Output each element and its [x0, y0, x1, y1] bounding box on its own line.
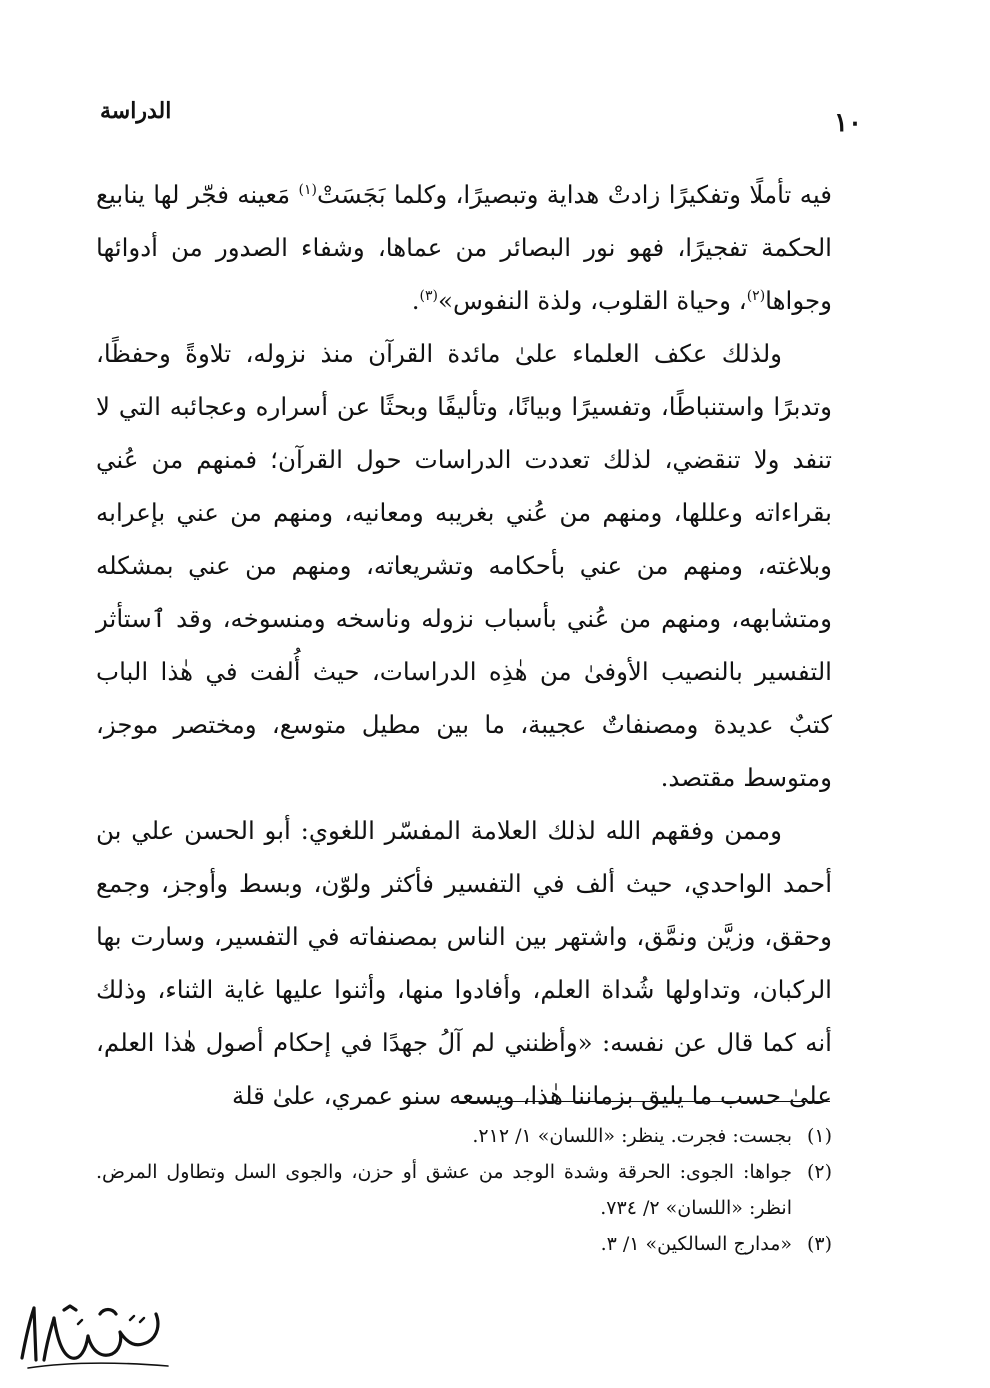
footnote-number: (٢) — [806, 1161, 832, 1183]
main-text — [96, 168, 832, 1122]
page-number: ١٠ — [834, 108, 862, 138]
paragraph-1-part-4: . — [411, 286, 420, 315]
footnote-number: (٣) — [806, 1233, 832, 1255]
paragraph-1-part-3: ، وحياة القلوب، ولذة النفوس» — [437, 286, 747, 315]
footnote-3 — [96, 1226, 832, 1262]
paragraph-1-part-1: فيه تأملًا وتفكيرًا زادتْ هداية وتبصيرًا، وكلما بَجَسَتْ — [317, 180, 832, 209]
footnote-number: (١) — [806, 1125, 832, 1147]
paragraph-1-part-2: مَعينه فجّر لها ينابيع الحكمة تفجيرًا، فهو نور البصائر من عماها، وشفاء الصدور من أدوائها وجواها — [96, 180, 832, 315]
footnote-text: «مدارج السالكين» ١/ ٣. — [600, 1233, 792, 1255]
footnotes — [96, 1118, 832, 1262]
footnote-ref-2: (٢) — [746, 287, 766, 304]
footnote-2 — [96, 1154, 832, 1226]
footnote-ref-3: (٣) — [419, 287, 438, 304]
footnote-divider — [457, 1101, 830, 1102]
footnote-ref-1: (١) — [298, 181, 317, 198]
running-title: الدراسة — [100, 98, 172, 124]
paragraph-1 — [96, 168, 832, 327]
footnote-text: بجست: فجرت. ينظر: «اللسان» ١/ ٢١٢. — [472, 1125, 792, 1147]
paragraph-3: وممن وفقهم الله لذلك العلامة المفسّر اللغوي: أبو الحسن علي بن أحمد الواحدي، حيث ألف في التفسير فأكثر ولوّن، وبسط وأوجز، وجمع وحقق، وزيَّن ونمَّق، واشتهر بين الناس بمصنفاته في التفسير، وسارت بها الركبان، وتداولها شُداة العلم، وأفادوا منها، وأثنوا عليها غاية الثناء، وذلك أنه كما قال عن نفسه: «وأظنني لم آلُ جهدًا في إحكام أصول هٰذا العلم، علىٰ حسب ما يليق بزماننا هٰذا، ويسعه سنو عمري، علىٰ قلة — [96, 816, 832, 1110]
library-watermark-logo — [8, 1296, 178, 1376]
footnote-1 — [96, 1118, 832, 1154]
calligraphy-logo-icon — [8, 1296, 178, 1376]
paragraph-2: ولذلك عكف العلماء علىٰ مائدة القرآن منذ نزوله، تلاوةً وحفظًا، وتدبرًا واستنباطًا، وتفسيرًا وبيانًا، وتأليفًا وبحثًا عن أسراره وعجائبه التي لا تنفد ولا تنقضي، لذلك تعددت الدراسات حول القرآن؛ فمنهم من عُني بقراءاته وعللها، ومنهم من عُني بغريبه ومعانيه، ومنهم من عني بإعرابه وبلاغته، ومنهم من عني بأحكامه وتشريعاته، ومنهم من عني بمشكله ومتشابهه، ومنهم من عُني بأسباب نزوله وناسخه ومنسوخه، وقد ٱستأثر التفسير بالنصيب الأوفىٰ من هٰذِه الدراسات، حيث أُلفت في هٰذا الباب كتبٌ عديدة ومصنفاتٌ عجيبة، ما بين مطيل متوسع، ومختصر موجز، ومتوسط مقتصد. — [96, 339, 832, 792]
footnote-text: جواها: الجوى: الحرقة وشدة الوجد من عشق أو حزن، والجوى السل وتطاول المرض. انظر: «اللسان» ٢/ ٧٣٤. — [96, 1161, 792, 1219]
